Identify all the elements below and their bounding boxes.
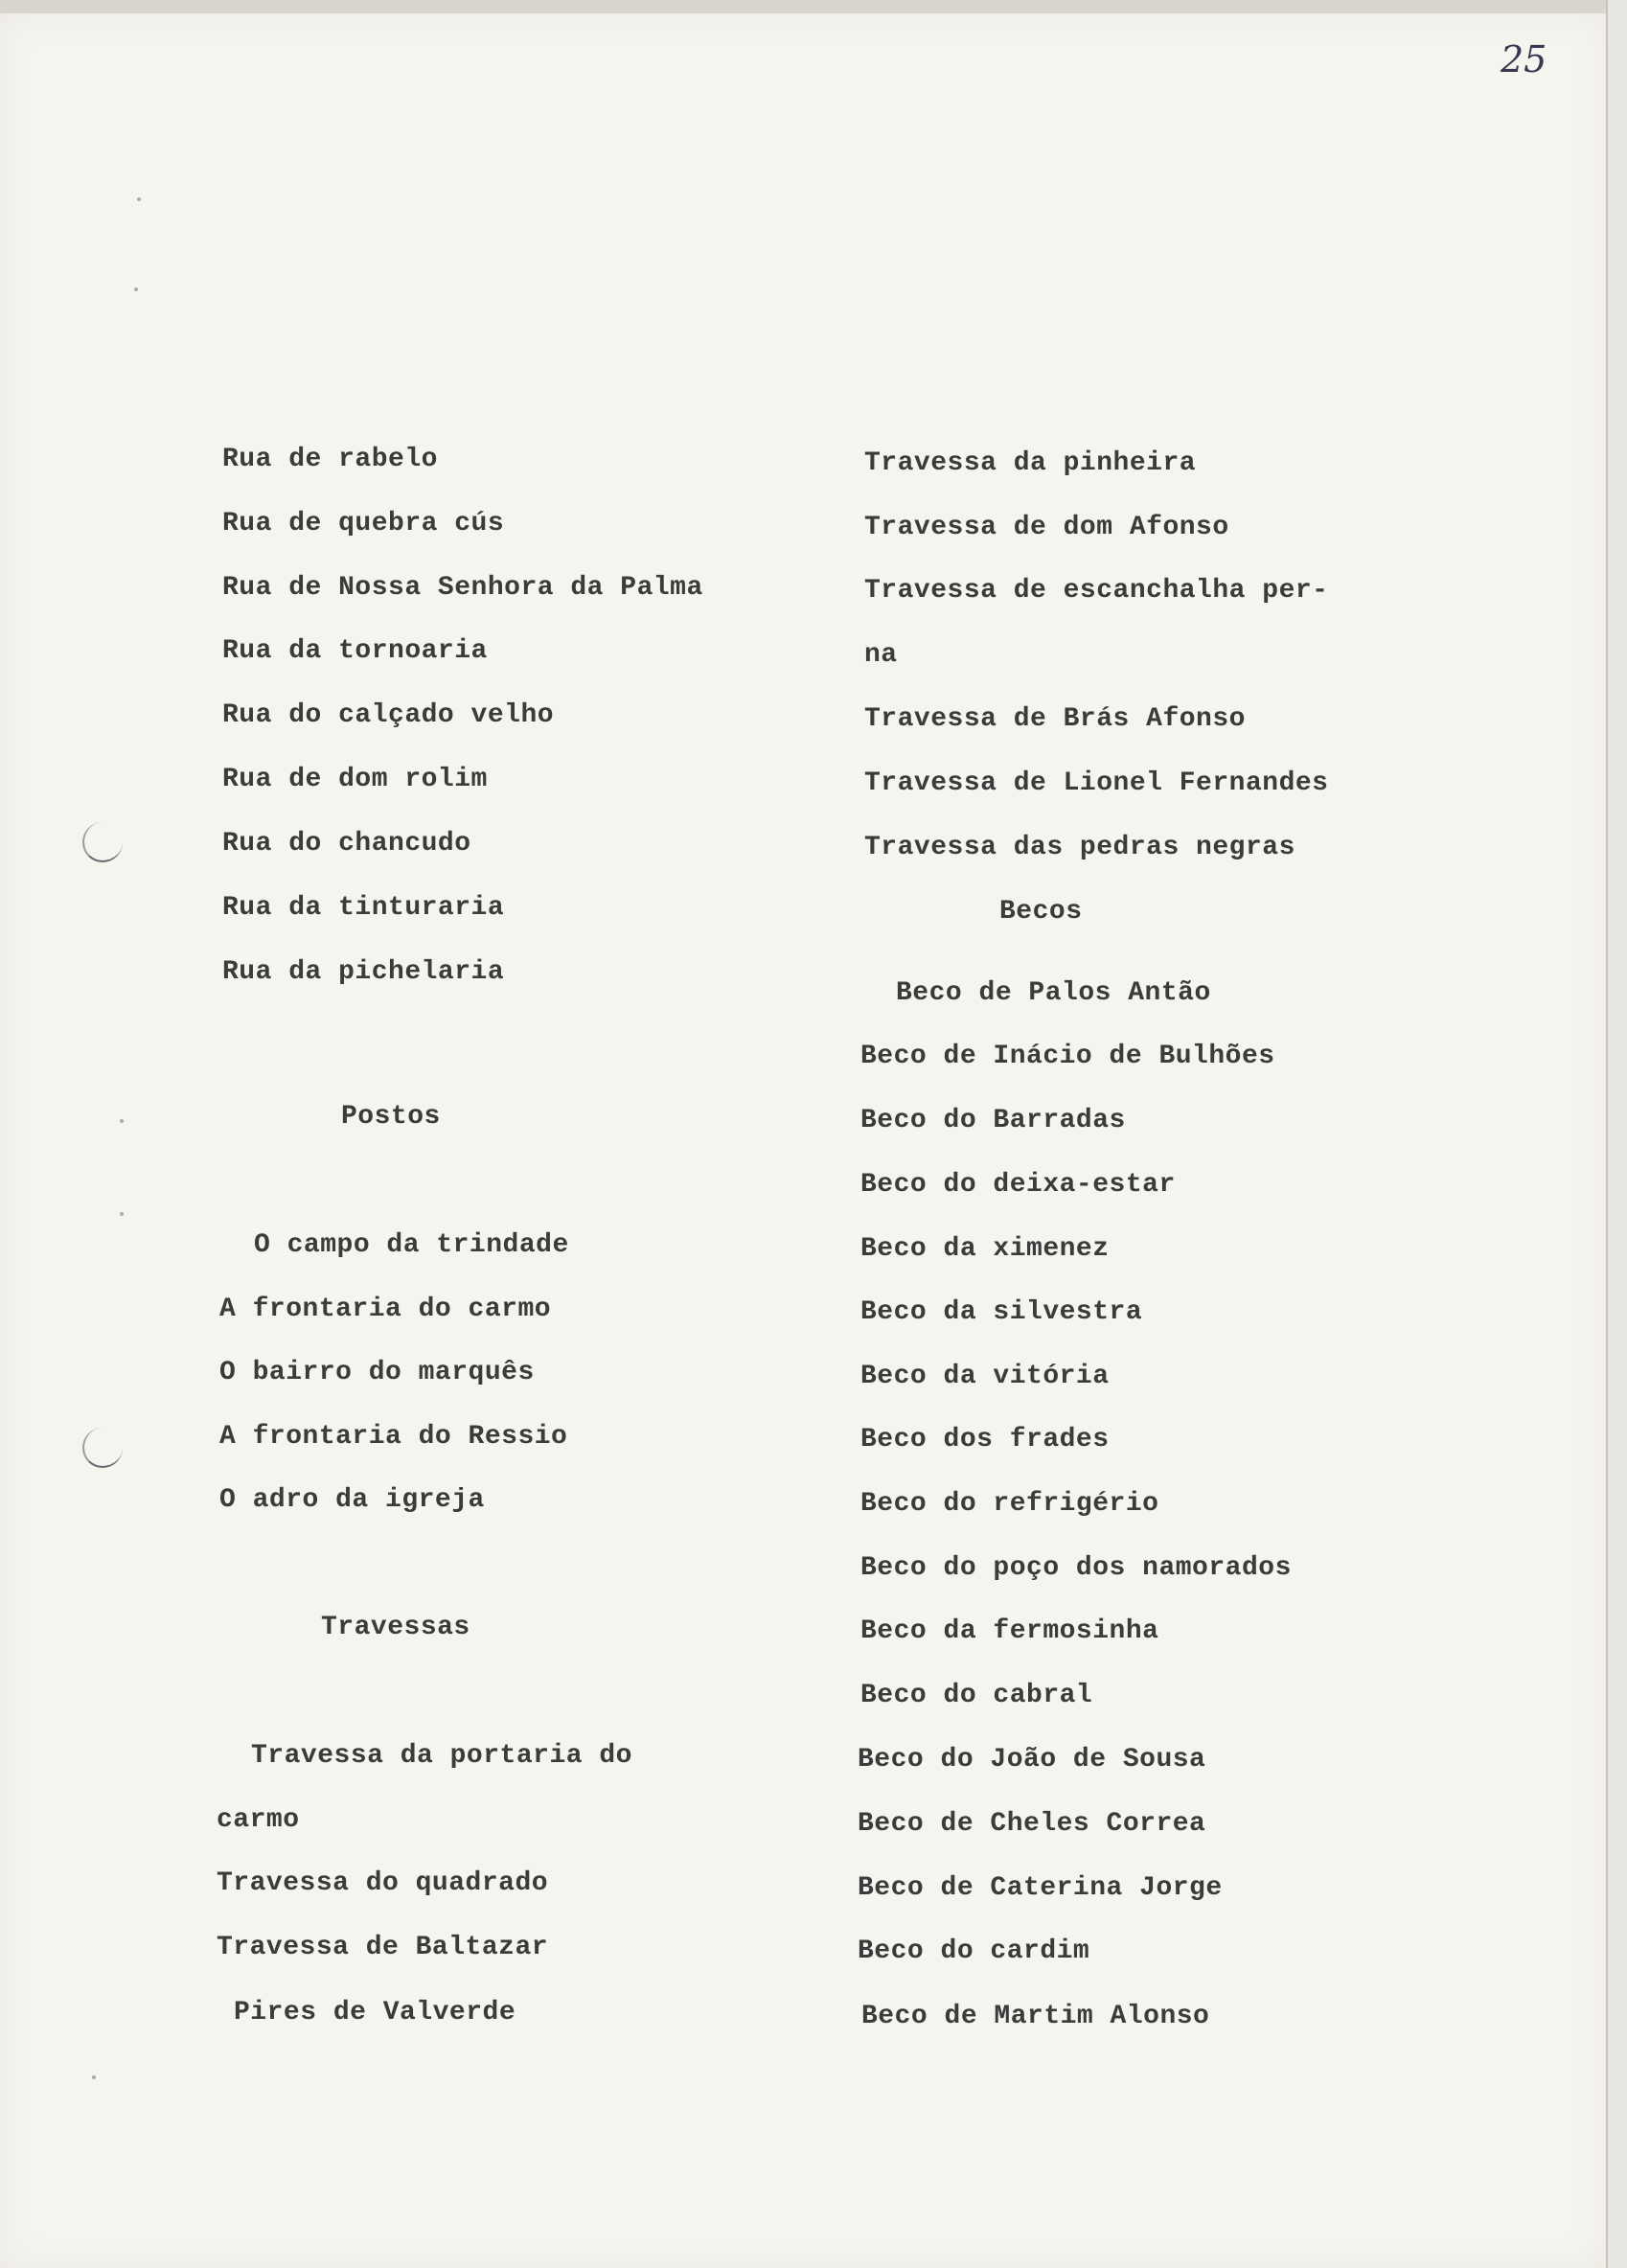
travessa-line: Travessa da portaria do [251,1741,632,1771]
beco-line: Beco dos frades [860,1425,1110,1455]
posto-line: A frontaria do carmo [219,1294,552,1324]
street-line: Rua de Nossa Senhora da Palma [222,573,703,603]
beco-line: Beco do Barradas [860,1106,1126,1135]
paper-speck [137,197,141,201]
beco-line: Beco de Caterina Jorge [858,1873,1223,1903]
paper-speck [120,1119,124,1123]
beco-line: Beco da ximenez [860,1234,1110,1264]
beco-line: Beco do cardim [858,1936,1090,1966]
street-line: Rua da tinturaria [222,893,505,923]
posto-line: O adro da igreja [219,1485,485,1515]
beco-line: Beco de Cheles Correa [858,1809,1206,1839]
document-page [0,13,1608,2268]
street-line: Rua da tornoaria [222,636,488,666]
section-heading-becos: Becos [999,897,1083,927]
beco-line: Beco do poço dos namorados [860,1553,1292,1583]
beco-line: Beco da fermosinha [860,1616,1159,1646]
travessa-line: Travessa de escanchalha per- [864,576,1329,606]
travessa-line: Travessa de Lionel Fernandes [864,768,1329,798]
travessa-line: na [864,640,898,670]
beco-line: Beco do deixa-estar [860,1170,1176,1200]
beco-line: Beco de Inácio de Bulhões [860,1042,1275,1071]
posto-line: O bairro do marquês [219,1358,535,1387]
beco-line: Beco de Palos Antão [896,978,1211,1008]
posto-line: A frontaria do Ressio [219,1422,568,1452]
travessa-line: Travessa da pinheira [864,448,1197,478]
posto-line: O campo da trindade [254,1230,569,1260]
beco-line: Beco da silvestra [860,1297,1143,1327]
page-edge [1606,0,1627,2268]
page-number: 25 [1501,38,1547,80]
beco-line: Beco de Martim Alonso [861,2002,1210,2031]
travessa-line: Travessa de Brás Afonso [864,704,1246,734]
beco-line: Beco do João de Sousa [858,1745,1206,1775]
travessa-line: carmo [217,1805,300,1835]
travessa-line: Travessa de Baltazar [217,1933,549,1962]
travessa-line: Travessa do quadrado [217,1868,549,1898]
punch-hole [82,1428,123,1468]
paper-speck [92,2075,96,2079]
beco-line: Beco do refrigério [860,1489,1159,1519]
beco-line: Beco do cabral [860,1681,1093,1710]
travessa-line: Pires de Valverde [234,1998,516,2027]
travessa-line: Travessa de dom Afonso [864,513,1229,542]
street-line: Rua de rabelo [222,445,438,474]
paper-speck [134,287,138,291]
paper-speck [120,1212,124,1216]
punch-hole [82,822,123,862]
street-line: Rua de dom rolim [222,765,488,794]
street-line: Rua da pichelaria [222,957,505,987]
section-heading-travessas: Travessas [321,1613,470,1642]
section-heading-postos: Postos [341,1102,441,1132]
beco-line: Beco da vitória [860,1362,1110,1391]
street-line: Rua do chancudo [222,829,471,859]
street-line: Rua de quebra cús [222,509,505,538]
street-line: Rua do calçado velho [222,700,555,730]
travessa-line: Travessa das pedras negras [864,833,1295,862]
